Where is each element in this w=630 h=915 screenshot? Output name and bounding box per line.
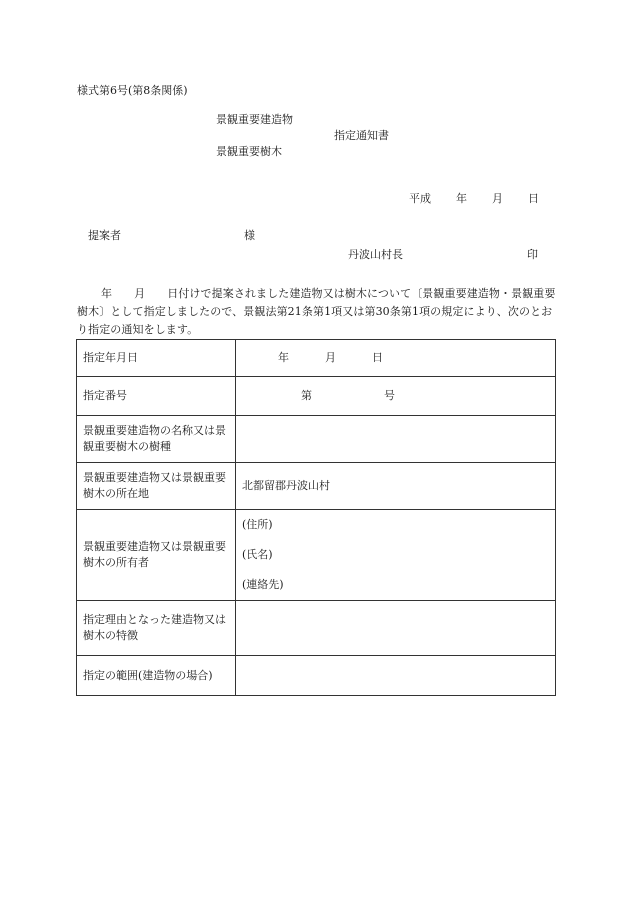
value-month: 月: [325, 351, 336, 364]
date-month: 月: [492, 192, 503, 205]
designation-table: [76, 339, 556, 696]
title-building: 景観重要建造物: [216, 113, 293, 126]
row-label: 景観重要建造物又は景観重要樹木の所有者: [77, 510, 236, 601]
date-year: 年: [456, 192, 467, 205]
date-day: 日: [528, 192, 539, 205]
title-tree: 景観重要樹木: [216, 145, 282, 158]
value-year: 年: [278, 351, 289, 364]
owner-address: (住所): [242, 518, 273, 531]
body-text: 日付けで提案されました建造物又は樹木について〔景観重要建造物・景観重要樹木〕として指定しましたので、景観法第21条第1項又は第30条第1項の規定により、次のとおり指定の通知をします。: [77, 287, 556, 336]
title-main: 指定通知書: [334, 129, 389, 142]
value-day: 日: [372, 351, 383, 364]
row-label: 景観重要建造物の名称又は景観重要樹木の樹種: [77, 416, 236, 463]
row-label: 指定年月日: [77, 340, 236, 377]
row-label: 景観重要建造物又は景観重要樹木の所在地: [77, 463, 236, 510]
body-month: 月: [134, 287, 146, 300]
addressee-honorific: 様: [244, 229, 255, 242]
form-id: 様式第6号(第8条関係): [77, 84, 188, 97]
value-suffix: 号: [384, 389, 395, 402]
row-label: 指定の範囲(建造物の場合): [77, 656, 236, 696]
row-label: 指定理由となった建造物又は樹木の特徴: [77, 601, 236, 656]
table-row: [77, 656, 556, 696]
date-era: 平成: [409, 192, 431, 205]
row-value: [236, 656, 556, 696]
table-row: [77, 416, 556, 463]
owner-name: (氏名): [242, 548, 273, 561]
row-value: [236, 601, 556, 656]
issuer-seal: 印: [527, 248, 538, 261]
row-value: [236, 510, 556, 601]
row-value: [236, 416, 556, 463]
row-value: [236, 377, 556, 416]
table-row: [77, 510, 556, 601]
value-prefix: 第: [301, 389, 312, 402]
issuer-name: 丹波山村長: [348, 248, 403, 261]
owner-contact: (連絡先): [242, 578, 284, 591]
notice-body: [77, 285, 557, 339]
table-row: [77, 377, 556, 416]
table-row: [77, 463, 556, 510]
addressee-label: 提案者: [88, 229, 121, 242]
row-value: 北都留郡丹波山村: [236, 463, 556, 510]
body-year: 年: [101, 287, 113, 300]
table-row: [77, 340, 556, 377]
table-row: [77, 601, 556, 656]
row-label: 指定番号: [77, 377, 236, 416]
row-value: [236, 340, 556, 377]
